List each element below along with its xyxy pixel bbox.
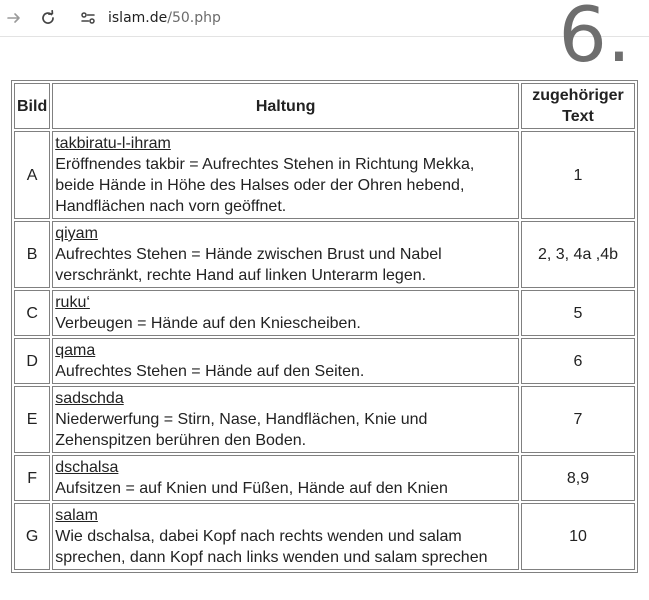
posture-description: Verbeugen = Hände auf den Kniescheiben. [55,315,361,332]
row-bild: E [14,386,50,453]
row-haltung [52,455,519,501]
row-bild: D [14,338,50,384]
row-text-ref: 2, 3, 4a ,4b [521,221,635,288]
posture-term: qama [55,342,96,359]
row-haltung [52,338,519,384]
postures-table [11,80,638,573]
posture-term: salam [55,507,98,524]
table-row [14,290,635,336]
posture-description: Wie dschalsa, dabei Kopf nach rechts wenden und salam sprechen, dann Kopf nach links wenden und salam sprechen [55,528,488,566]
posture-description: Aufrechtes Stehen = Hände zwischen Brust und Nabel verschränkt, rechte Hand auf linken Unterarm legen. [55,246,442,284]
table-row [14,221,635,288]
url-path: /50.php [167,10,221,26]
page-number: 6. [558,0,631,79]
row-text-ref: 5 [521,290,635,336]
row-text-ref: 8,9 [521,455,635,501]
reload-button[interactable] [36,6,60,30]
row-bild: C [14,290,50,336]
row-haltung [52,131,519,219]
reload-icon [40,10,56,26]
header-haltung: Haltung [52,83,519,129]
row-text-ref: 10 [521,503,635,570]
posture-term: takbiratu-l-ihram [55,135,171,152]
posture-description: Eröffnendes takbir = Aufrechtes Stehen in Richtung Mekka, beide Hände in Höhe des Halses oder der Ohren hebend, Handflächen nach vorn geöffnet. [55,156,475,215]
row-bild: F [14,455,50,501]
browser-toolbar [0,0,649,37]
posture-term: qiyam [55,225,98,242]
address-bar[interactable] [108,9,221,27]
table-row [14,455,635,501]
posture-description: Aufsitzen = auf Knien und Füßen, Hände auf den Knien [55,480,448,497]
row-bild: A [14,131,50,219]
table-row [14,503,635,570]
header-zugehoeriger-text: zugehöriger Text [521,83,635,129]
posture-description: Aufrechtes Stehen = Hände auf den Seiten. [55,363,365,380]
table-header-row [14,83,635,129]
posture-description: Niederwerfung = Stirn, Nase, Handflächen, Knie und Zehenspitzen berühren den Boden. [55,411,428,449]
table-row [14,386,635,453]
header-bild: Bild [14,83,50,129]
row-text-ref: 7 [521,386,635,453]
table-row [14,338,635,384]
posture-term: sadschda [55,390,124,407]
url-host: islam.de [108,10,168,26]
posture-term: ruku‘ [55,294,90,311]
row-text-ref: 6 [521,338,635,384]
posture-term: dschalsa [55,459,119,476]
row-haltung [52,290,519,336]
row-haltung [52,221,519,288]
site-settings-icon [80,10,96,26]
table-row [14,131,635,219]
site-info-button[interactable] [76,6,100,30]
row-bild: B [14,221,50,288]
row-haltung [52,503,519,570]
row-text-ref: 1 [521,131,635,219]
back-button[interactable] [2,6,26,30]
row-bild: G [14,503,50,570]
arrow-right-icon [6,10,22,26]
row-haltung [52,386,519,453]
